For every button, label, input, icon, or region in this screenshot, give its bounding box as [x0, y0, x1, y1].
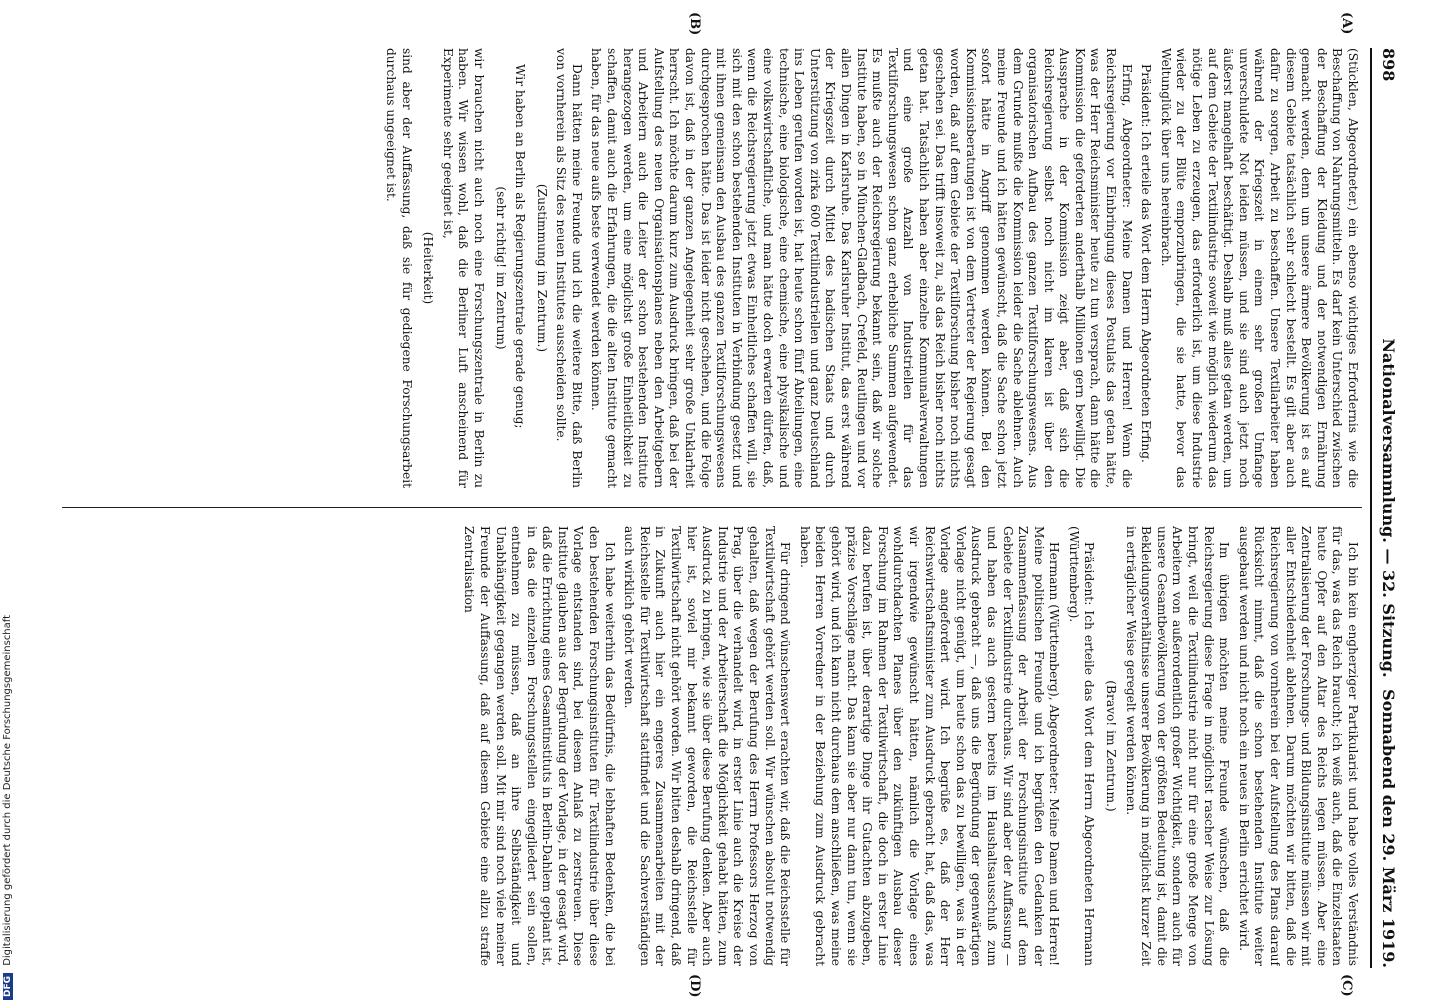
margin-marker-c: (C): [1339, 974, 1354, 997]
left-column: [50, 48, 1360, 488]
page-content: [32, 12, 1402, 998]
session-date: Sonnabend den 29. März 1919.: [1379, 689, 1398, 968]
paragraph: Erfing, Abgeordneter: Meine Damen und Herren! Wenn die Reichsregierung vor Einbringung dieses Postulats das getan hätte, was der Herr Reichsminister heute zu tun versprach, dann hätte die Kommission die geforderten anderthalb Millionen gern bewilligt. Die Aussprache in der Kommission zeigt aber, daß sich die Reichsregierung selbst noch nicht im klaren ist über den organisatorischen Aufbau des ganzen Textilforschungswesens. Aus dem Grunde mußte die Kommission leider die Sache ablehnen. Auch meine Freunde und ich hätten gewünscht, daß die Sache schon jetzt sofort hätte in Angriff genommen werden können. Bei den Kommissionsberatungen ist von dem Vertreter der Regierung gesagt worden, daß auf dem Gebiete der Textilforschung bisher noch nichts geschehen sei. Das trifft insoweit zu, als das Reich bisher noch nichts getan hat. Tatsächlich haben aber einzelne Kommunalverwaltungen und eine große Anzahl von Industriellen für das Textilforschungswesen schon ganz erhebliche Summen aufgewendet. Es mußte auch der Reichsregierung bekannt sein, daß wir solche Institute haben, so in München-Gladbach, Crefeld, Reutlingen und vor allen Dingen in Karlsruhe. Das Karlsruher Institut, das erst während der Kriegszeit durch Mittel des badischen Staats und durch Unterstützung von zirka 600 Textilindustriellen und ganz Deutschland ins Leben gerufen worden ist, hat heute schon fünf Abteilungen, eine technische, eine biologische, eine chemische, eine physikalische und eine volkswirtschaftliche, und man hätte doch erwarten dürfen, daß, wenn die Reichsregierung jetzt etwas Einheitliches schaffen will, sie sich mit den schon bestehenden Instituten in Verbindung gesetzt und mit ihnen gemeinsam den Ausbau des ganzen Textilforschungswesens durchgesprochen hätte. Das ist leider nicht geschehen, und die Folge davon ist, daß in der ganzen Angelegenheit sehr große Unklarheit herrscht. Ich möchte darum kurz zum Ausdruck bringen, daß bei der Aufstellung des neuen Organisationsplanes neben den Arbeitgebern und Arbeitern auch die Leiter der schon bestehenden Institute herangezogen werden, um eine möglichst große Einheitlichkeit zu schaffen, damit auch die Erfahrungen, die die alten Institute gemacht haben, für das neue aufs beste verwendet werden können.: [589, 48, 1134, 488]
interjection: (sehr richtig! im Zentrum): [493, 186, 508, 350]
paragraph: Wir haben an Berlin als Regierungszentrale gerade genug;: [513, 64, 528, 429]
column-divider: [62, 507, 1362, 508]
right-column: [50, 526, 1360, 966]
paragraph: Hermann (Württemberg), Abgeordneter: Meine Damen und Herren! Meine politischen Freunde und ich begrüßen den Gedanken der Zusammenfassung der Arbeit der Forschungsinstitute auf dem Gebiete der Textilindustrie durchaus. Wir sind aber der Auffassung — und haben das auch gestern bereits im Haushaltsausschuß zum Ausdruck gebracht —, daß uns die Begründung der gegenwärtigen Vorlage nicht genügt, um heute schon das zu bewilligen, was in der Vorlage angefordert wird. Ich begrüße es, daß der Herr Reichswirtschaftsminister zum Ausdruck gebracht hat, daß das, was wir irgendwie gewünscht hätten, nämlich die Vorlage eines wohldurchdachten Planes über den zukünftigen Ausbau dieser Forschung im Rahmen der Textilwirtschaft, die doch in erster Linie dazu berufen ist, über derartige Dinge ihr Gutachten abzugeben, präzise Vorschläge macht. Das kann sie aber nur dann tun, wenn sie gehört wird, und ich kann nicht durchaus dem anschließen, was meine beiden Herren Vorredner in der Beziehung zum Ausdruck gebracht haben.: [797, 526, 1062, 966]
page-header: [1370, 48, 1402, 968]
paragraph: Im übrigen möchten meine Freunde wünschen, daß die Reichsregierung diese Frage in möglichst rascher Weise zur Lösung bringt, weil die Textilindustrie nicht nur für eine große Menge von Arbeitern von außerordentlich großer Wichtigkeit, sondern auch für unsere Gesamtbevölkerung von der größten Bedeutung ist, damit die Bekleidungsverhältnisse unserer Bevölkerung in möglichst kurzer Zeit in erträglicher Weise geregelt werden können.: [1123, 526, 1232, 966]
paragraph: Für dringend wünschenswert erachten wir, daß die Reichsstelle für Textilwirtschaft gehört werden soll. Wir wünschen absolut notwendig gehalten, daß wegen der Berufung des Herrn Professors Herzog von Prag, über die verhandelt wird, in erster Linie auch die Kreise der Industrie und der Arbeiterschaft die Möglichkeit gehabt hätten, zum Ausdruck zu bringen, wie sie über diese Berufung denken. Aber auch hier ist, soviel mir bekannt geworden, die Reichsstelle für Textilwirtschaft nicht gehört worden. Wir bitten deshalb dringend, daß in Zukunft auch hier ein engeres Zusammenarbeiten mit der Reichsstelle für Textilwirtschaft stattfindet und die Sachverständigen auch wirklich gehört werden.: [622, 526, 793, 966]
margin-marker-d: (D): [687, 974, 702, 998]
interjection: (Zustimmung im Zentrum.): [534, 183, 549, 353]
digitization-credit-text: Digitalisierung gefördert durch die Deutsche Forschungsgemeinschaft: [2, 614, 13, 966]
page-title: Nationalversammlung. — 32. Sitzung.: [1379, 338, 1398, 678]
interjection: (Bravo! im Zentrum.): [1104, 680, 1119, 812]
paragraph: Präsident: Ich erteile das Wort dem Herrn Abgeordneten Erfing.: [1139, 64, 1154, 463]
paragraph: sind aber der Auffassung, daß sie für gediegene Forschungsarbeit durchaus ungeeignet ist.: [383, 48, 414, 488]
paragraph: wir brauchen nicht auch noch eine Forschungszentrale in Berlin zu haben. Wir wissen wohl, daß die Berliner Luft anscheinend für Experimente sehr geeignet ist,: [440, 48, 486, 488]
margin-marker-b: (B): [687, 12, 702, 36]
page-number: 898: [1379, 48, 1398, 82]
paragraph: (Stücklen, Abgeordneter.) ein ebenso wichtiges Erfordernis wie die Beschaffung von Nahrungsmitteln. Es darf kein Unterschied zwischen der Beschaffung der Kleidung und der notwendigen Ernährung gemacht werden, denn um unsere ärmere Bevölkerung ist es auf diesem Gebiete tatsächlich sehr schlecht bestellt. Es gilt aber auch dafür zu sorgen, Arbeit zu beschaffen. Unsere Textilarbeiter haben während der Kriegszeit in einem sehr großen Umfange unverschuldete Not leiden müssen, und sie sind auch jetzt noch äußerst mangelhaft beschäftigt. Deshalb muß alles getan werden, um auf dem Gebiete der Textilindustrie soweit wie möglich wiederum das nötige Leben zu erzeugen, das erforderlich ist, um diese Industrie wieder zu der Blüte emporzubringen, die sie hatte, bevor das Weltunglück über uns hereinbrach.: [1158, 48, 1360, 488]
paragraph: Präsident: Ich erteile das Wort dem Herrn Abgeordneten Hermann (Württemberg).: [1066, 526, 1097, 966]
margin-marker-a: (A): [1339, 12, 1354, 35]
paragraph: Dann hätten meine Freunde und ich die weitere Bitte, daß Berlin von vornherein als Sitz des neuen Institutes ausscheiden sollte.: [554, 48, 584, 488]
dfg-logo: DFG: [3, 973, 13, 1000]
interjection: (Heiterkeit): [421, 231, 436, 305]
paragraph: Ich habe weiterhin das Bedürfnis, die lebhaften Bedenken, die bei den bestehenden Forschungsinstituten für Textilindustrie über diese Vorlage entstanden sind, bei diesem Anlaß zu zerstreuen. Diese Institute glauben aus der Begründung der Vorlage, in der gesagt wird, daß die Errichtung eines Gesamtinstituts in Berlin-Dahlem geplant ist, in das die einzelnen Forschungsstellen eingegliedert sein sollen, entnehmen zu müssen, daß an ihre Selbständigkeit und Unabhängigkeit gegangen werden soll. Mit mir sind noch viele meiner Freunde der Auffassung, daß auf diesem Gebiete eine allzu straffe Zentralisation: [462, 526, 617, 966]
paragraph: Ich bin kein engherziger Partikularist und habe volles Verständnis für das, was das Reich braucht; ich weiß auch, daß die Einzelstaaten heute Opfer auf den Altar des Reichs legen müssen. Aber eine Zentralisierung der Forschungs- und Bildungsinstitute müssen wir mit aller Entschiedenheit ablehnen. Darum möchten wir bitten, daß die Reichsregierung von vornherein bei der Aufstellung des Plans darauf Rücksicht nimmt, daß die schon bestehenden Institute weiter ausgebaut werden und nicht noch ein neues in Berlin errichtet wird.: [1236, 526, 1360, 966]
